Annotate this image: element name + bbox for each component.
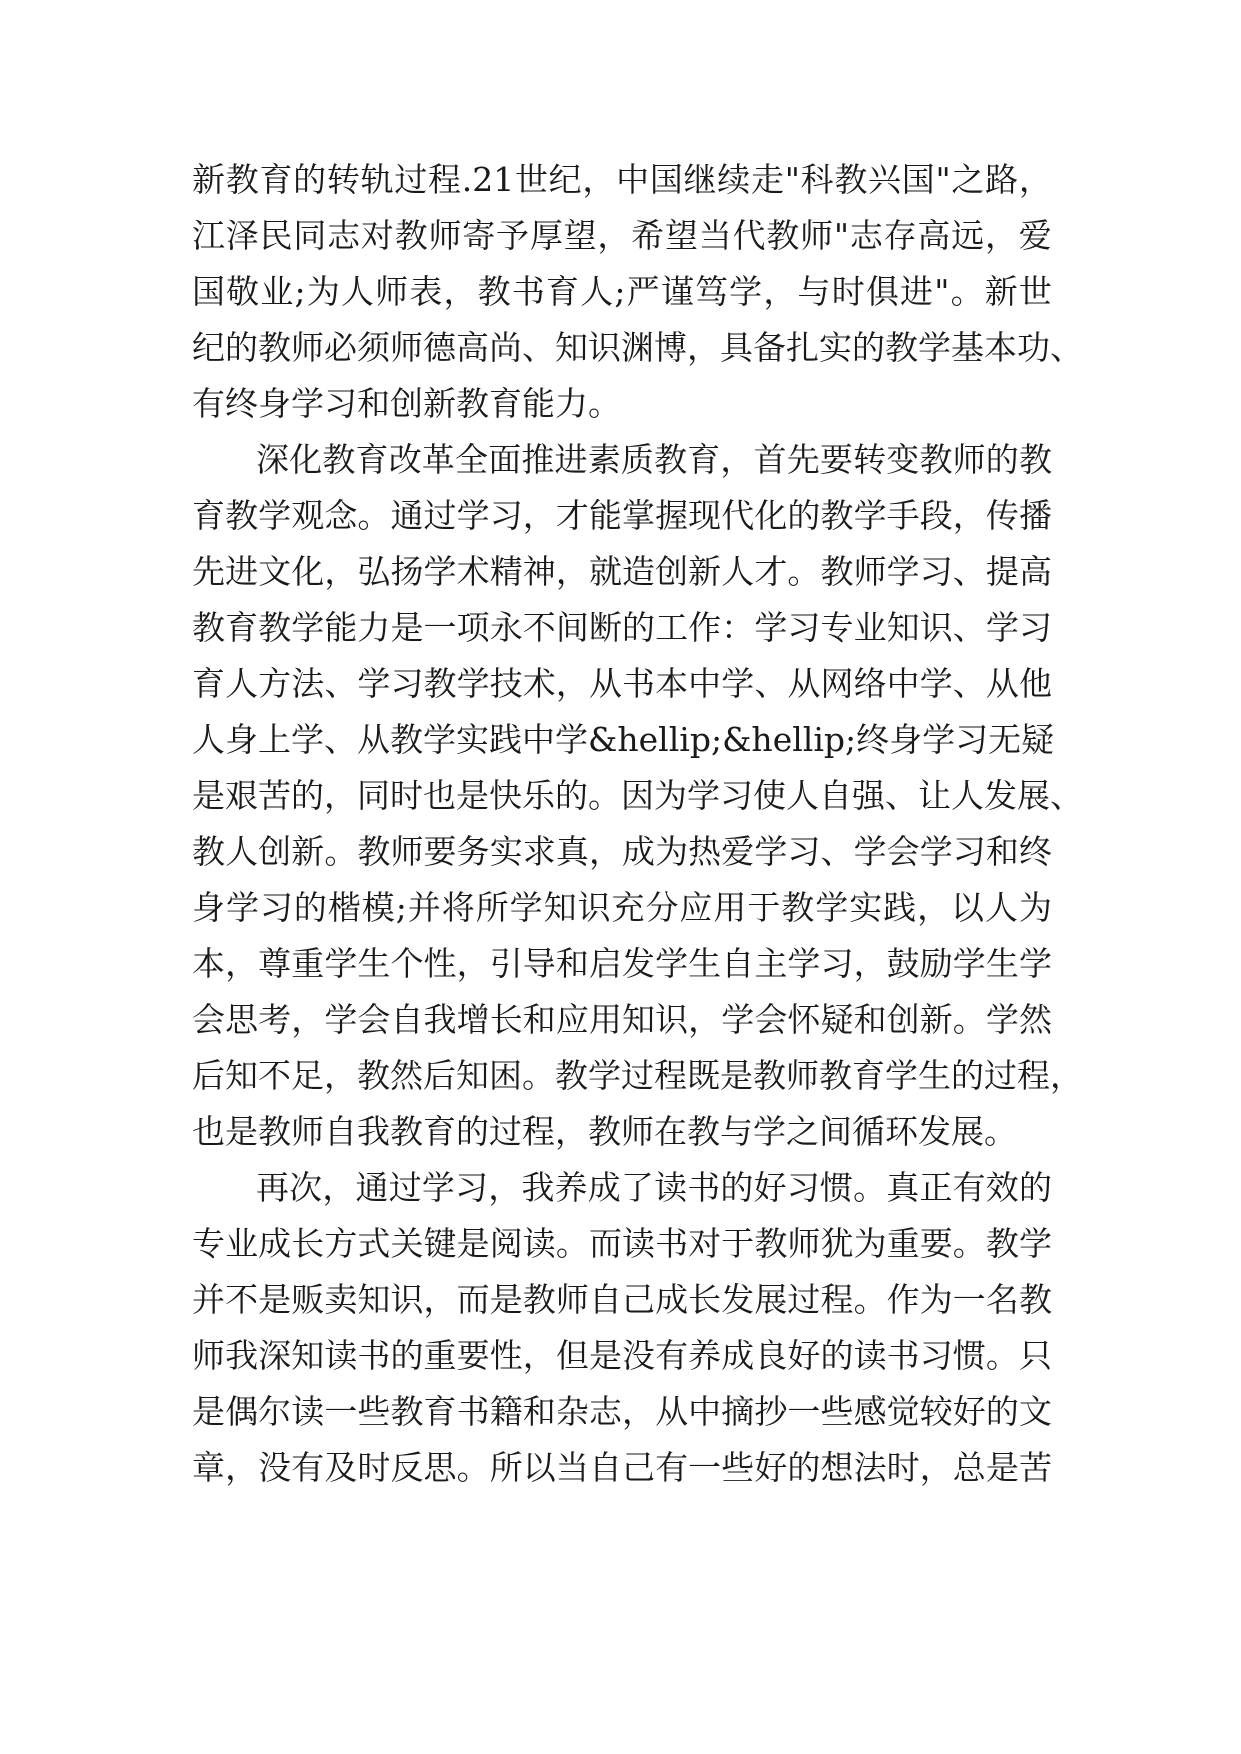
text-line: 江 泽 民 同 志 对 教 师 寄 予 厚 望 ， 希 望 当 代 教 师 " 志 存 高 远 ， 爱 (192, 216, 1052, 255)
text-line: 是 艰 苦 的 ， 同 时 也 是 快 乐 的 。 因 为 学 习 使 人 自 强 、 让 人 发 展 、 (192, 776, 1083, 815)
text-line: 新 教 育 的 转 轨 过 程 .21 世 纪 ， 中 国 继 续 走 " 科 教 兴 国 " 之 路 ， (192, 160, 1052, 199)
text-line: 再 次 ， 通 过 学 习 ， 我 养 成 了 读 书 的 好 习 惯 。 真 正 有 效 的 (256, 1168, 1052, 1207)
text-line: 育 人 方 法 、 学 习 教 学 技 术 ， 从 书 本 中 学 、 从 网 络 中 学 、 从 他 (192, 664, 1052, 703)
text-line: 人 身 上 学 、 从 教 学 实 践 中 学 &hellip;&hellip; 终 身 学 习 无 疑 (192, 720, 1055, 759)
text-line: 教 人 创 新 。 教 师 要 务 实 求 真 ， 成 为 热 爱 学 习 、 学 会 学 习 和 终 (192, 832, 1052, 871)
text-line: 是 偶 尔 读 一 些 教 育 书 籍 和 杂 志 ， 从 中 摘 抄 一 些 感 觉 较 好 的 文 (192, 1392, 1052, 1431)
text-line: 师 我 深 知 读 书 的 重 要 性 ， 但 是 没 有 养 成 良 好 的 读 书 习 惯 。 只 (192, 1336, 1052, 1375)
text-line: 深 化 教 育 改 革 全 面 推 进 素 质 教 育 ， 首 先 要 转 变 教 师 的 教 (256, 440, 1052, 479)
text-line: 也 是 教 师 自 我 教 育 的 过 程 ， 教 师 在 教 与 学 之 间 循 环 发 展 。 (192, 1112, 1017, 1151)
text-line: 国 敬 业 ; 为 人 师 表 ， 教 书 育 人 ; 严 谨 笃 学 ， 与 时 俱 进 " 。 新 世 (192, 272, 1052, 311)
text-line: 纪 的 教 师 必 须 师 德 高 尚 、 知 识 渊 博 ， 具 备 扎 实 的 教 学 基 本 功 、 (192, 328, 1083, 367)
text-line: 身 学 习 的 楷 模 ; 并 将 所 学 知 识 充 分 应 用 于 教 学 实 践 ， 以 人 为 (192, 888, 1052, 927)
text-line: 有 终 身 学 习 和 创 新 教 育 能 力 。 (192, 384, 621, 423)
body-text (192, 152, 1083, 1496)
text-line: 章 ， 没 有 及 时 反 思 。 所 以 当 自 己 有 一 些 好 的 想 法 时 ， 总 是 苦 (192, 1448, 1052, 1487)
text-line: 后 知 不 足 ， 教 然 后 知 困 。 教 学 过 程 既 是 教 师 教 育 学 生 的 过 程 ， (192, 1056, 1083, 1095)
text-line: 先 进 文 化 ， 弘 扬 学 术 精 神 ， 就 造 创 新 人 才 。 教 师 学 习 、 提 高 (192, 552, 1052, 591)
text-line: 育 教 学 观 念 。 通 过 学 习 ， 才 能 掌 握 现 代 化 的 教 学 手 段 ， 传 播 (192, 496, 1052, 535)
text-line: 教 育 教 学 能 力 是 一 项 永 不 间 断 的 工 作 ： 学 习 专 业 知 识 、 学 习 (192, 608, 1052, 647)
text-line: 本 ， 尊 重 学 生 个 性 ， 引 导 和 启 发 学 生 自 主 学 习 ， 鼓 励 学 生 学 (192, 944, 1052, 983)
text-line: 专 业 成 长 方 式 关 键 是 阅 读 。 而 读 书 对 于 教 师 犹 为 重 要 。 教 学 (192, 1224, 1052, 1263)
text-line: 会 思 考 ， 学 会 自 我 增 长 和 应 用 知 识 ， 学 会 怀 疑 和 创 新 。 学 然 (192, 1000, 1052, 1039)
text-line: 并 不 是 贩 卖 知 识 ， 而 是 教 师 自 己 成 长 发 展 过 程 。 作 为 一 名 教 (192, 1280, 1052, 1319)
